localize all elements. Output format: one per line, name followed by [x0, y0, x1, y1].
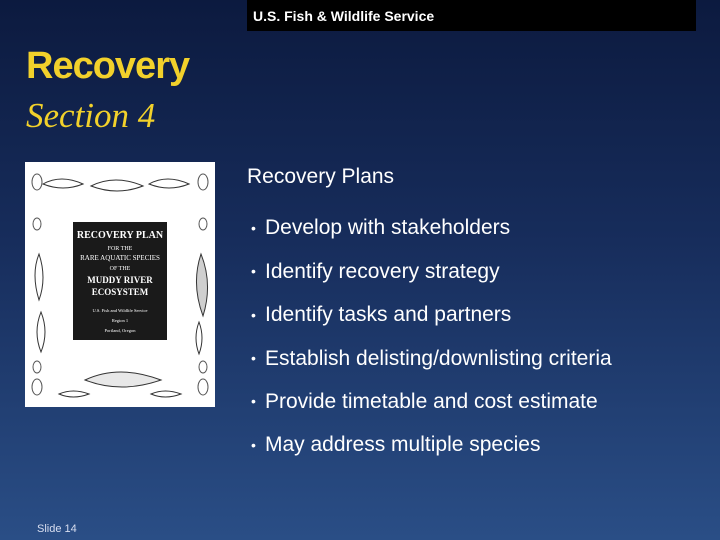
cover-line-8: Region 1 — [111, 318, 129, 323]
cover-line-2: FOR THE — [107, 246, 133, 252]
bullet-list — [247, 206, 707, 466]
content-panel — [247, 164, 707, 467]
bullet-text: Provide timetable and cost estimate — [265, 389, 598, 413]
slide-subtitle: Section 4 — [26, 96, 156, 135]
bullet-icon: • — [251, 436, 256, 453]
cover-line-7: U.S. Fish and Wildlife Service — [92, 308, 148, 313]
bullet-icon: • — [251, 219, 256, 236]
agency-name: U.S. Fish & Wildlife Service — [253, 7, 435, 24]
cover-line-6: ECOSYSTEM — [91, 287, 149, 297]
cover-line-4: OF THE — [109, 266, 131, 272]
bullet-icon: • — [251, 263, 256, 280]
bullet-text: Identify tasks and partners — [265, 303, 512, 327]
cover-line-9: Portland, Oregon — [104, 328, 136, 333]
list-item — [247, 380, 707, 423]
list-item — [247, 206, 707, 249]
bullet-text: Identify recovery strategy — [265, 259, 500, 283]
bullet-icon: • — [251, 306, 256, 323]
cover-line-5: MUDDY RIVER — [87, 275, 153, 285]
list-item — [247, 423, 707, 466]
bullet-text: Develop with stakeholders — [265, 216, 511, 240]
bullet-icon: • — [251, 350, 256, 367]
slide-number: Slide 14 — [37, 523, 77, 535]
section-heading: Recovery Plans — [247, 165, 395, 188]
agency-header-bar — [247, 0, 696, 31]
cover-line-3: RARE AQUATIC SPECIES — [80, 254, 160, 262]
recovery-plan-cover-image — [25, 162, 215, 407]
cover-line-1: RECOVERY PLAN — [76, 230, 164, 241]
list-item — [247, 336, 707, 379]
list-item — [247, 293, 707, 336]
bullet-text: Establish delisting/downlisting criteria — [265, 346, 612, 370]
bullet-icon: • — [251, 393, 256, 410]
bullet-text: May address multiple species — [265, 433, 541, 457]
list-item — [247, 250, 707, 293]
slide-title: Recovery — [26, 45, 190, 87]
